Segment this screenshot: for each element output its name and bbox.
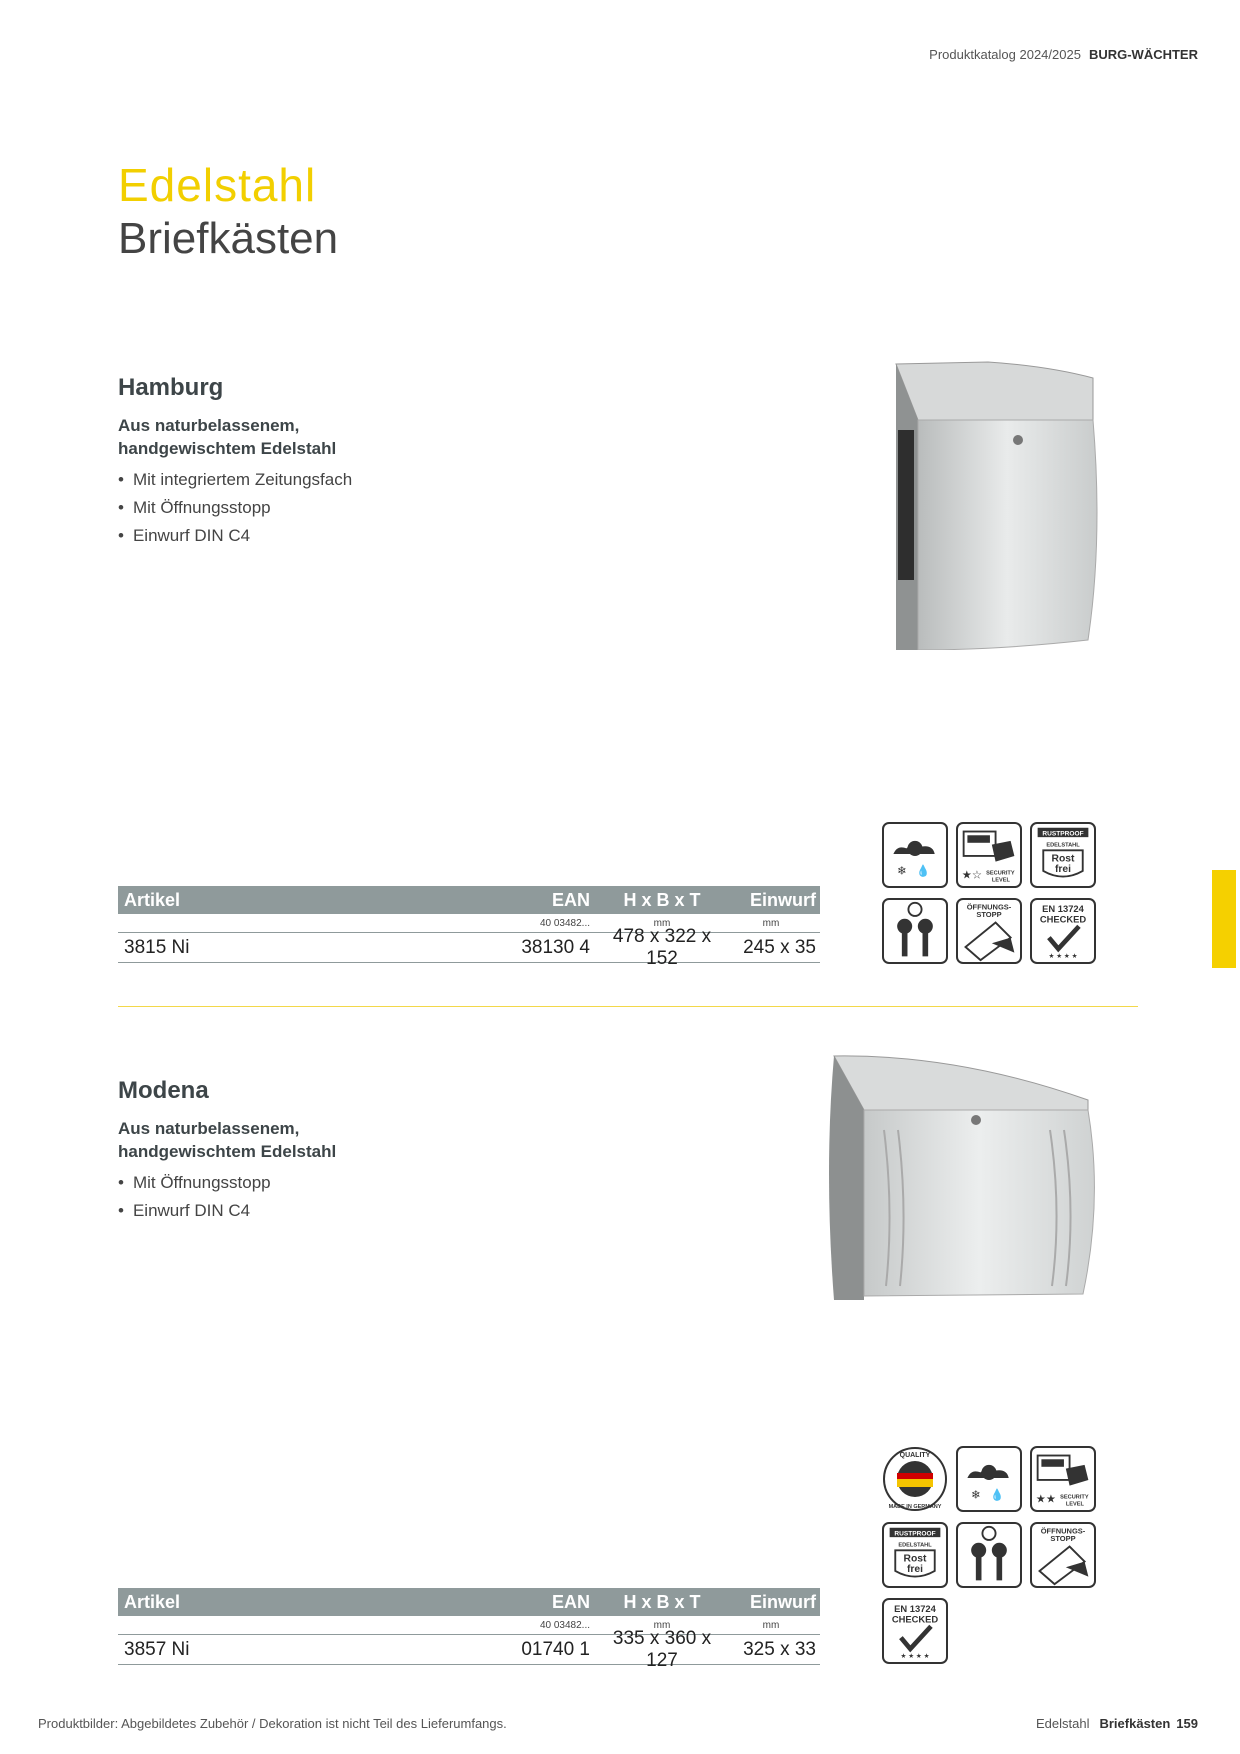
svg-text:LEVEL: LEVEL [991, 877, 1010, 884]
page-number: 159 [1176, 1716, 1198, 1731]
table-header-row [118, 1588, 820, 1616]
svg-text:★☆: ★☆ [961, 869, 982, 882]
page-title-category: Briefkästen [118, 214, 339, 263]
feature-item: • Mit Öffnungsstopp [118, 494, 678, 522]
en-13724-checked-icon [882, 1598, 948, 1664]
product-name: Modena [118, 1077, 209, 1104]
svg-text:RUSTPROOF: RUSTPROOF [894, 1530, 936, 1538]
rustproof-icon [882, 1522, 948, 1588]
svg-text:STOPP: STOPP [976, 909, 1002, 919]
svg-text:EDELSTAHL: EDELSTAHL [898, 1542, 932, 1549]
svg-text:★ ★ ★ ★: ★ ★ ★ ★ [1048, 953, 1078, 961]
brand-label: BURG-WÄCHTER [1088, 47, 1198, 62]
svg-text:Rost: Rost [1051, 853, 1075, 865]
feature-item: • Einwurf DIN C4 [118, 1197, 678, 1225]
col-header-einwurf: Einwurf [750, 889, 816, 910]
svg-text:MADE IN GERMANY: MADE IN GERMANY [888, 1504, 942, 1510]
svg-text:💧: 💧 [989, 1489, 1004, 1502]
weather-resistant-icon [956, 1446, 1022, 1512]
unit-cell: mm [653, 1619, 671, 1631]
footer-note: Produktbilder: Abgebildetes Zubehör / Dekoration ist nicht Teil des Lieferumfangs. [38, 1716, 507, 1731]
cell-dimensions: 335 x 360 x 127 [612, 1627, 712, 1671]
cell-artikel: 3857 Ni [124, 1638, 190, 1660]
svg-text:EN 13724: EN 13724 [1042, 903, 1084, 915]
cell-ean: 38130 4 [521, 936, 590, 958]
svg-text:LEVEL: LEVEL [1065, 1501, 1084, 1508]
security-level-icon [1030, 1446, 1096, 1512]
product-name: Hamburg [118, 374, 224, 401]
footer-category: Briefkästen [1099, 1716, 1171, 1731]
spec-table-modena [118, 1588, 820, 1671]
svg-text:★ ★ ★ ★: ★ ★ ★ ★ [900, 1653, 930, 1661]
unit-cell: 40 03482... [539, 1619, 590, 1631]
table-row [118, 1627, 820, 1671]
spec-table-hamburg [118, 886, 820, 969]
svg-text:RUSTPROOF: RUSTPROOF [1042, 830, 1084, 838]
feature-list [118, 1169, 678, 1225]
product-modena [118, 1077, 678, 1225]
security-text: SECURITY [986, 870, 1015, 877]
catalog-label: Produktkatalog 2024/2025 [929, 47, 1081, 62]
svg-text:❄: ❄ [897, 865, 907, 878]
col-header-dimensions: H x B x T [623, 889, 701, 910]
svg-text:❄: ❄ [971, 1489, 981, 1502]
cell-ean: 01740 1 [521, 1638, 590, 1660]
col-header-einwurf: Einwurf [750, 1591, 816, 1612]
feature-item: • Mit Öffnungsstopp [118, 1169, 678, 1197]
svg-text:frei: frei [906, 1563, 924, 1575]
svg-text:SECURITY: SECURITY [1060, 1494, 1089, 1501]
svg-text:STOPP: STOPP [1050, 1533, 1076, 1543]
weather-resistant-icon [882, 822, 948, 888]
product-divider [118, 1006, 1138, 1007]
col-header-artikel: Artikel [124, 1591, 181, 1612]
keys-icon [882, 898, 948, 964]
made-in-germany-icon [882, 1446, 948, 1512]
svg-text:EN 13724: EN 13724 [894, 1603, 936, 1615]
svg-text:★★: ★★ [1035, 1493, 1056, 1506]
hamburg-product-image [888, 360, 1098, 650]
footer-section: Edelstahl [1036, 1716, 1090, 1731]
svg-text:ÖFFNUNGS-: ÖFFNUNGS- [1040, 1526, 1086, 1536]
col-header-ean: EAN [551, 889, 590, 910]
col-header-dimensions: H x B x T [623, 1591, 701, 1612]
feature-item: • Einwurf DIN C4 [118, 522, 678, 550]
col-header-artikel: Artikel [124, 889, 181, 910]
svg-text:frei: frei [1054, 863, 1072, 875]
footer-nav [1036, 1716, 1198, 1731]
en-13724-checked-icon [1030, 898, 1096, 964]
unit-cell: mm [762, 917, 780, 929]
cell-artikel: 3815 Ni [124, 936, 190, 958]
opening-stop-icon [956, 898, 1022, 964]
feature-item: • Mit integriertem Zeitungsfach [118, 466, 678, 494]
cell-dimensions: 478 x 322 x 152 [612, 925, 712, 969]
unit-cell: mm [653, 917, 671, 929]
modena-product-image [828, 1050, 1098, 1300]
table-row [118, 925, 820, 969]
rustproof-icon [1030, 822, 1096, 888]
unit-cell: 40 03482... [539, 917, 590, 929]
product-hamburg [118, 374, 678, 550]
page-title-material: Edelstahl [118, 159, 317, 211]
svg-text:QUALITY: QUALITY [899, 1452, 931, 1459]
table-header-row [118, 886, 820, 914]
cell-einwurf: 245 x 35 [743, 936, 816, 958]
svg-text:CHECKED: CHECKED [891, 1613, 939, 1625]
unit-cell: mm [762, 1619, 780, 1631]
keys-icon [956, 1522, 1022, 1588]
col-header-ean: EAN [551, 1591, 590, 1612]
section-tab [1212, 870, 1236, 968]
svg-text:💧: 💧 [915, 865, 930, 878]
svg-text:Rost: Rost [903, 1553, 927, 1565]
page-header [929, 47, 1198, 62]
product-material: Aus naturbelassenem, handgewischtem Edelstahl [118, 416, 337, 458]
cell-einwurf: 325 x 33 [743, 1638, 816, 1660]
security-level-icon [956, 822, 1022, 888]
svg-text:CHECKED: CHECKED [1039, 913, 1087, 925]
svg-text:EDELSTAHL: EDELSTAHL [1046, 842, 1080, 849]
opening-stop-icon [1030, 1522, 1096, 1588]
product-material: Aus naturbelassenem, handgewischtem Edelstahl [118, 1119, 337, 1161]
svg-text:ÖFFNUNGS-: ÖFFNUNGS- [966, 902, 1012, 912]
feature-list [118, 466, 678, 550]
